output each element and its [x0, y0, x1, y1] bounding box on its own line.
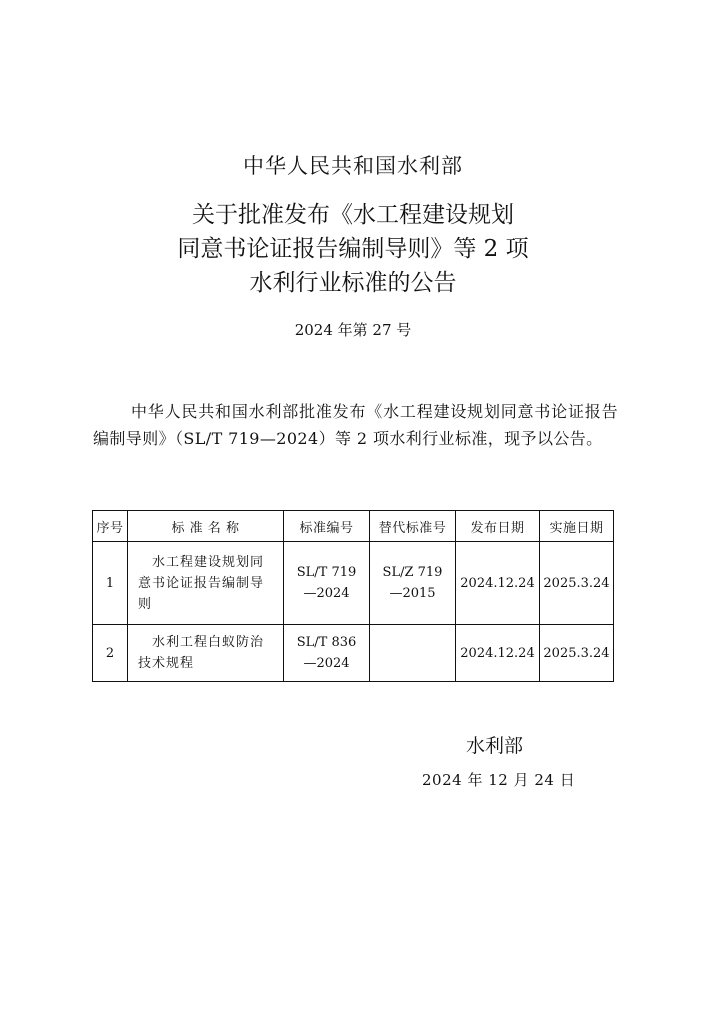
cell-issued: 2024.12.24: [456, 625, 540, 682]
table-row: [93, 625, 614, 682]
replaces-line: SL/Z 719: [382, 565, 443, 580]
cell-replaces: [370, 625, 456, 682]
table-row: [93, 542, 614, 625]
column-header-issued: 发布日期: [456, 511, 540, 542]
signature-date: 2024 年 12 月 24 日: [422, 771, 576, 789]
column-header-number: 序号: [93, 511, 128, 542]
announcement-body: 中华人民共和国水利部批准发布《水工程建设规划同意书论证报告编制导则》（SL/T 719—2024）等 2 项水利行业标准，现予以公告。: [93, 402, 618, 448]
cell-effective: 2025.3.24: [540, 625, 614, 682]
column-header-replaces: 替代标准号: [370, 511, 456, 542]
column-header-code: 标准编号: [284, 511, 370, 542]
replaces-line: —2015: [389, 586, 436, 601]
code-line: —2024: [303, 656, 350, 671]
code-line: SL/T 719: [296, 565, 357, 580]
title-line: 水利行业标准的公告: [249, 270, 457, 296]
title-line: 关于批准发布《水工程建设规划: [192, 202, 514, 228]
issuing-organization: 中华人民共和国水利部: [243, 154, 463, 178]
standard-name: 水工程建设规划同意书论证报告编制导则: [138, 554, 265, 612]
cell-effective: 2025.3.24: [540, 542, 614, 625]
document-number: 2024 年第 27 号: [294, 321, 412, 339]
signature-issuer: 水利部: [466, 735, 524, 757]
cell-number: 2: [93, 625, 128, 682]
cell-replaces: [370, 542, 456, 625]
cell-code: [284, 625, 370, 682]
cell-issued: 2024.12.24: [456, 542, 540, 625]
standard-name: 水利工程白蚁防治技术规程: [138, 635, 265, 671]
standards-table: [92, 510, 614, 682]
cell-code: [284, 542, 370, 625]
cell-name: [128, 542, 284, 625]
cell-number: 1: [93, 542, 128, 625]
code-line: SL/T 836: [296, 635, 357, 650]
table-header-row: [93, 511, 614, 542]
column-header-name: 标 准 名 称: [128, 511, 284, 542]
cell-name: [128, 625, 284, 682]
code-line: —2024: [303, 586, 350, 601]
column-header-effective: 实施日期: [540, 511, 614, 542]
announcement-title: [0, 198, 706, 300]
title-line: 同意书论证报告编制导则》等 2 项: [177, 236, 529, 262]
